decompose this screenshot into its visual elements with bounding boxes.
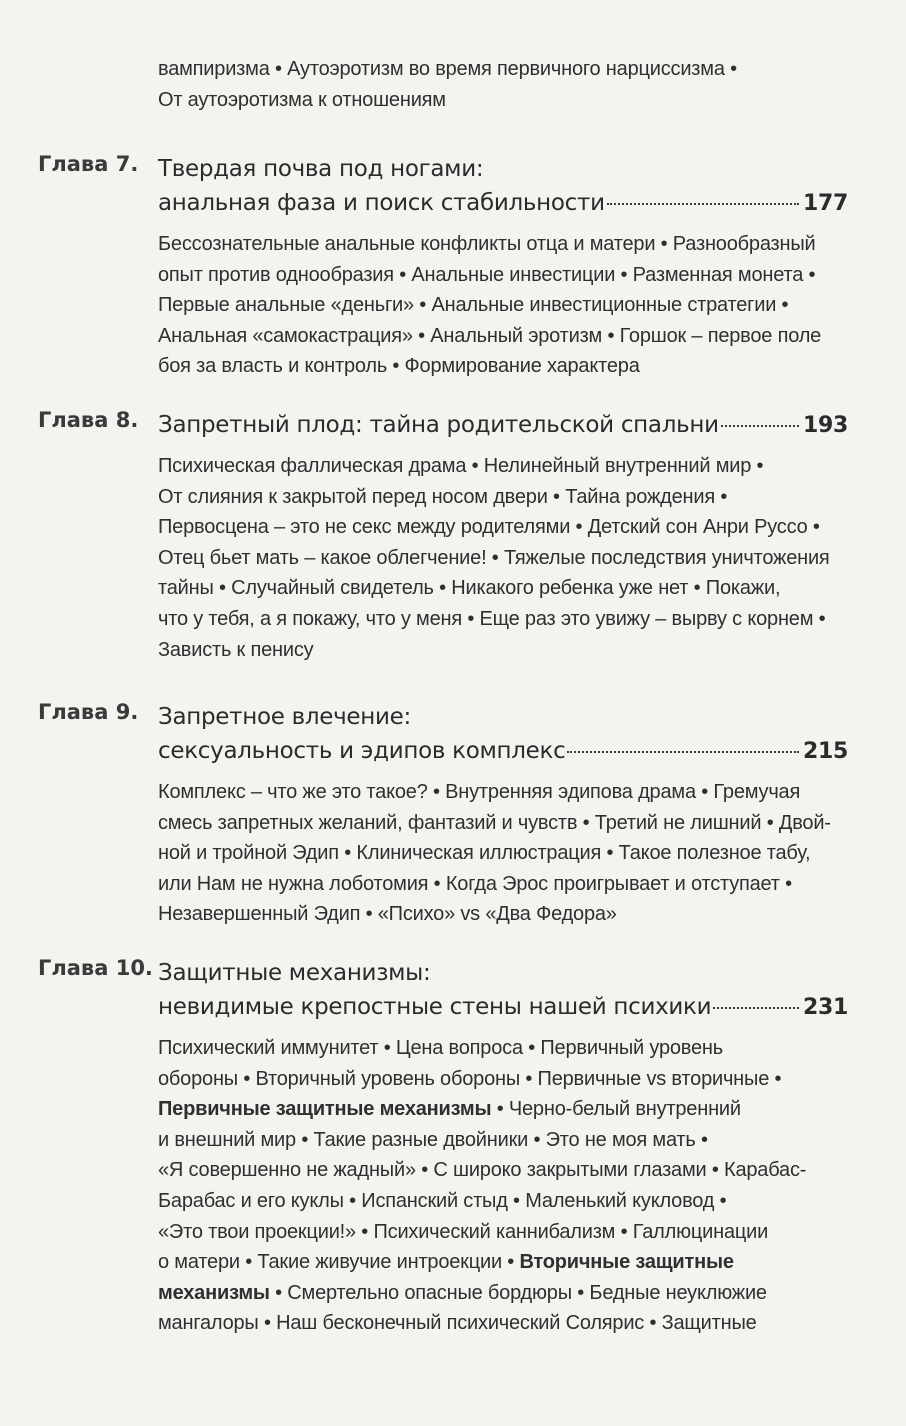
desc-line: Психический иммунитет • Цена вопроса • Первичный уровень (158, 1037, 723, 1059)
desc-line: тайны • Случайный свидетель • Никакого ребенка уже нет • Покажи, (158, 577, 781, 600)
chapter-title-line: Защитные механизмы: (158, 960, 431, 986)
chapter-label: Глава 9. (38, 700, 139, 724)
chapter-description (158, 777, 848, 930)
desc-line: Комплекс – что же это такое? • Внутренняя эдипова драма • Гремучая (158, 781, 801, 803)
intro-description (158, 54, 848, 115)
chapter-description (158, 451, 848, 665)
chapter-body (158, 408, 848, 665)
chapter-label: Глава 7. (38, 152, 139, 176)
chapter-title-last (158, 990, 848, 1025)
desc-line: Первичные защитные механизмы • Черно-белый внутренний (158, 1098, 741, 1121)
chapter-body (158, 700, 848, 930)
desc-line: Психическая фаллическая драма • Нелинейный внутренний мир • (158, 455, 764, 477)
chapter-title-text: невидимые крепостные стены нашей психики (158, 994, 712, 1020)
chapter-title-text: сексуальность и эдипов комплекс (158, 738, 566, 764)
chapter-label: Глава 10. (38, 956, 153, 980)
page-number: 231 (802, 995, 848, 1020)
chapter-title-last (158, 186, 848, 221)
desc-line: Зависть к пенису (158, 638, 314, 661)
page-number: 215 (802, 739, 848, 764)
chapter-body (158, 152, 848, 382)
chapter-title-line: Твердая почва под ногами: (158, 156, 484, 182)
chapter-title-line: Запретное влечение: (158, 704, 411, 730)
desc-line: Барабас и его куклы • Испанский стыд • Маленький кукловод • (158, 1189, 727, 1212)
chapter-description (158, 1033, 848, 1339)
desc-line: «Это твои проекции!» • Психический каннибализм • Галлюцинации (158, 1220, 769, 1243)
leader-dots (607, 203, 799, 205)
page-number: 193 (802, 413, 848, 438)
desc-line: Отец бьет мать – какое облегчение! • Тяжелые последствия уничтожения (158, 546, 830, 569)
chapter-title-last (158, 734, 848, 769)
chapter-title-text: анальная фаза и поиск стабильности (158, 190, 605, 216)
chapter-title-last (158, 408, 848, 443)
desc-line: вампиризма • Аутоэротизм во время первичного нарциссизма • (158, 58, 737, 80)
desc-line: смесь запретных желаний, фантазий и чувств • Третий не лишний • Двой- (158, 811, 831, 834)
desc-line: о матери • Такие живучие интроекции • Вторичные защитные (158, 1251, 734, 1274)
chapter-label: Глава 8. (38, 408, 139, 432)
desc-line: От аутоэротизма к отношениям (158, 88, 446, 111)
leader-dots (713, 1007, 799, 1009)
desc-line: ной и тройной Эдип • Клиническая иллюстрация • Такое полезное табу, (158, 842, 811, 865)
page-number: 177 (802, 191, 848, 216)
desc-line: или Нам не нужна лоботомия • Когда Эрос проигрывает и отступает • (158, 872, 792, 895)
chapter-body (158, 956, 848, 1339)
desc-line: Первосцена – это не секс между родителями • Детский сон Анри Руссо • (158, 516, 820, 539)
leader-dots (721, 425, 799, 427)
desc-line: опыт против однообразия • Анальные инвестиции • Разменная монета • (158, 263, 816, 286)
desc-line: обороны • Вторичный уровень обороны • Первичные vs вторичные • (158, 1067, 782, 1090)
leader-dots (567, 751, 799, 753)
chapter-title-text: Запретный плод: тайна родительской спальни (158, 412, 719, 438)
desc-line: механизмы • Смертельно опасные бордюры • Бедные неуклюжие (158, 1281, 767, 1304)
desc-line: и внешний мир • Такие разные двойники • Это не моя мать • (158, 1128, 708, 1151)
desc-line: Незавершенный Эдип • «Психо» vs «Два Федора» (158, 903, 617, 926)
desc-line: Анальная «самокастрация» • Анальный эротизм • Горшок – первое поле (158, 324, 822, 347)
desc-line: От слияния к закрытой перед носом двери • Тайна рождения • (158, 485, 728, 508)
chapter-description (158, 229, 848, 382)
desc-line: что у тебя, а я покажу, что у меня • Еще раз это увижу – вырву с корнем • (158, 607, 826, 630)
desc-line: Бессознательные анальные конфликты отца и матери • Разнообразный (158, 233, 816, 255)
desc-line: боя за власть и контроль • Формирование характера (158, 355, 640, 378)
desc-line: «Я совершенно не жадный» • С широко закрытыми глазами • Карабас- (158, 1159, 807, 1182)
desc-line: Первые анальные «деньги» • Анальные инвестиционные стратегии • (158, 294, 789, 317)
desc-line: мангалоры • Наш бесконечный психический Солярис • Защитные (158, 1312, 757, 1335)
